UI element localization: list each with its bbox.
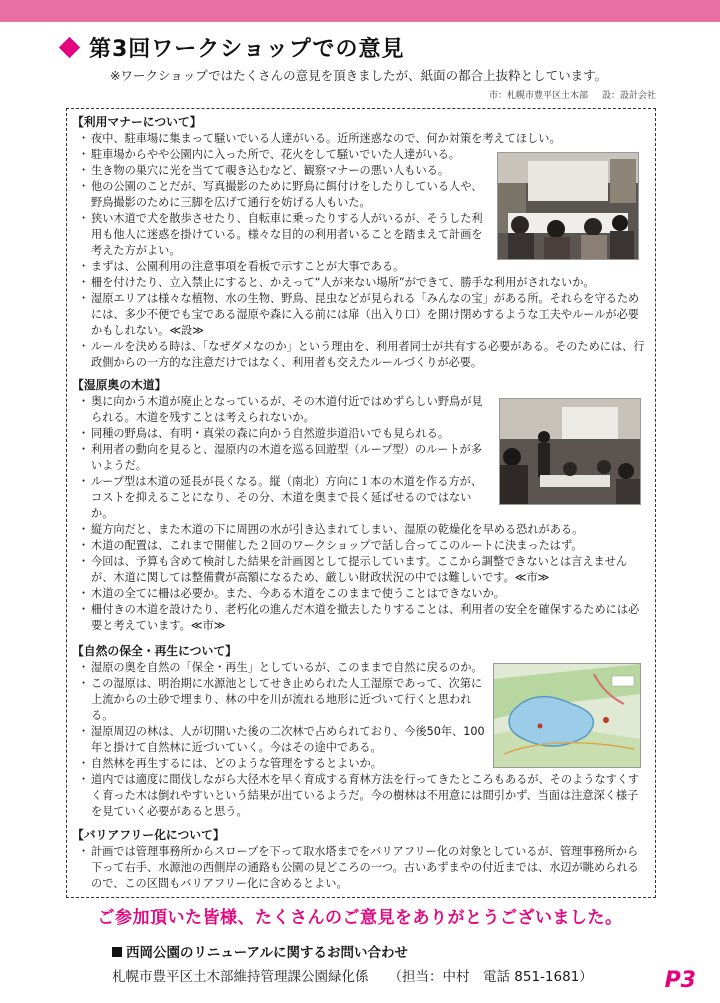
list-item: ・ まずは、公園利用の注意事項を看板で示すことが大事である。 — [82, 259, 647, 275]
list-item: ・ 縦方向だと、また木道の下に周囲の水が引き込まれてしまい、湿原の乾燥化を早める恐れがある。 — [82, 522, 647, 538]
page-title: 第3回ワークショップでの意見 — [89, 36, 405, 62]
top-color-bar — [0, 0, 720, 22]
workshop-photo — [497, 152, 639, 260]
section-heading: 【利用マナーについて】 — [72, 115, 202, 129]
contact-heading: 西岡公園のリニューアルに関するお問い合わせ — [112, 941, 408, 961]
list-item: ・ ループ型は木道の延長が長くなる。縦（南北）方向に１本の木道を作る方が、コストを抑えることになり、その分、木道を奥まで長く延ばせるのではないか。 — [82, 474, 491, 522]
list-item: ・ 生き物の巣穴に光を当てて覗き込むなど、観察マナーの悪い人もいる。 — [82, 163, 491, 179]
list-item: ・ 湿原エリアは様々な植物、水の生物、野鳥、昆虫などが見られる「みんなの宝」がある所。それらを守るためには、多少不便でも宝である湿原や森に入る前には扉（出入り口）を開け閉めするような工夫やルールが必要かもしれない。≪設≫ — [82, 291, 647, 339]
contact-person: （担当：中村 電話 851-1681） — [388, 969, 593, 985]
list-item: ・ 計画では管理事務所からスロープを下って取水塔までをバリアフリー化の対象としているが、管理事務所から下って右手、水源池の西側岸の通路も公園の見どころの一つ。古いあずまやの付近までは、水辺が眺められるので、この区間もバリアフリー化に含めるとよい。 — [82, 844, 647, 892]
thanks-message: ご参加頂いた皆様、たくさんのご意見をありがとうございました。 — [97, 908, 623, 928]
list-item: ・ 他の公園のことだが、写真撮影のために野鳥に餌付けをしたりしている人や、野鳥撮影のために三脚を広げて通行を妨げる人もいた。 — [82, 179, 491, 211]
diamond-bullet-icon — [59, 36, 80, 57]
list-item: ・ 狭い木道で犬を散歩させたり、自転車に乗ったりする人がいるが、そうした利用も他人に迷惑を掛けている。様々な目的の利用者いることを踏まえて計画を考えた方がよい。 — [82, 211, 491, 259]
credit-city: 市：札幌市豊平区土木部 — [488, 91, 588, 101]
page-header — [62, 30, 405, 64]
list-item: ・ 利用者の動向を見ると、湿原内の木道を巡る回遊型（ループ型）のルートが多いようだ。 — [82, 442, 491, 474]
list-item: ・ 柵を付けたり、立入禁止にすると、かえって“人が来ない場所”ができて、勝手な利用がされないか。 — [82, 275, 647, 291]
section-heading: 【自然の保全・再生について】 — [72, 644, 237, 658]
list-item: ・ 同種の野鳥は、有明・真栄の森に向かう自然遊歩道沿いでも見られる。 — [82, 426, 491, 442]
list-item: ・ 柵付きの木道を設けたり、老朽化の進んだ木道を撤去したりすることは、利用者の安全を確保するためには必要と考えています。≪市≫ — [82, 602, 647, 634]
contact-department: 札幌市豊平区土木部維持管理課公園緑化係 — [112, 969, 369, 985]
list-item: ・ 駐車場からやや公園内に入った所で、花火をして騒いでいた人達がいる。 — [82, 147, 491, 163]
meeting-photo — [499, 398, 641, 505]
workshop-scene-icon — [498, 153, 638, 259]
list-item: ・ 今回は、予算も含めて検討した結果を計画図として提示しています。ここから調整できないとは言えませんが、木道に関しては整備費が高額になるため、厳しい財政状況の中では難しいです。≪市≫ — [82, 554, 647, 586]
section-heading: 【湿原奥の木道】 — [72, 378, 167, 392]
section-heading: 【バリアフリー化について】 — [72, 828, 225, 842]
list-item: ・ 道内では適度に間伐しながら大径木を早く育成する育林方法を行ってきたところもあるが、そのようなすくすく育った木は倒れやすいという結果が出ているようだ。今の樹林は不用意には間引かず、当面は注意深く様子を見ていく必要があると思う。 — [82, 772, 647, 820]
page-subtitle: ※ワークショップではたくさんの意見を頂きましたが、紙面の都合上抜粋としています。 — [110, 68, 608, 83]
meeting-scene-icon — [500, 399, 640, 504]
park-map-image — [493, 663, 641, 768]
list-item: ・ 奥に向かう木道が廃止となっているが、その木道付近ではめずらしい野鳥が見られる。木道を残すことは考えられないか。 — [82, 394, 491, 426]
contact-info — [112, 965, 593, 985]
list-item: ・ 湿原周辺の林は、人が切開いた後の二次林で占められており、今後50年、100年と掛けて自然林に近づいていく。今はその途中である。 — [82, 724, 491, 756]
list-item: ・ この湿原は、明治期に水源池としてせき止められた人工湿原であって、次第に上流からの土砂で埋まり、林の中を川が流れる地形に近づいて行くと思われる。 — [82, 676, 491, 724]
section-barrier-free — [72, 826, 647, 892]
list-item: ・ 湿原の奥を自然の「保全・再生」としているが、このままで自然に戻るのか。 — [82, 660, 491, 676]
list-item: ・ 自然林を再生するには、どのような管理をするとよいか。 — [82, 756, 491, 772]
page-number: P3 — [664, 968, 696, 993]
list-item: ・ 木道の全てに柵は必要か。また、今ある木道をこのままで使うことはできないか。 — [82, 586, 647, 602]
credit-legend — [475, 88, 656, 101]
list-item: ・ ルールを決める時は、「なぜダメなのか」という理由を、利用者同士が共有する必要がある。そのためには、行政側からの一方的な注意だけではなく、利用者も交えたルールづくりが必要。 — [82, 339, 647, 371]
list-item: ・ 夜中、駐車場に集まって騒いでいる人達がいる。近所迷惑なので、何か対策を考えてほしい。 — [82, 131, 647, 147]
list-item: ・ 木道の配置は、これまで開催した２回のワークショップで話し合ってこのルートに決まったはず。 — [82, 538, 647, 554]
park-map-icon — [494, 664, 640, 767]
credit-design: 設：設計会社 — [601, 91, 656, 101]
